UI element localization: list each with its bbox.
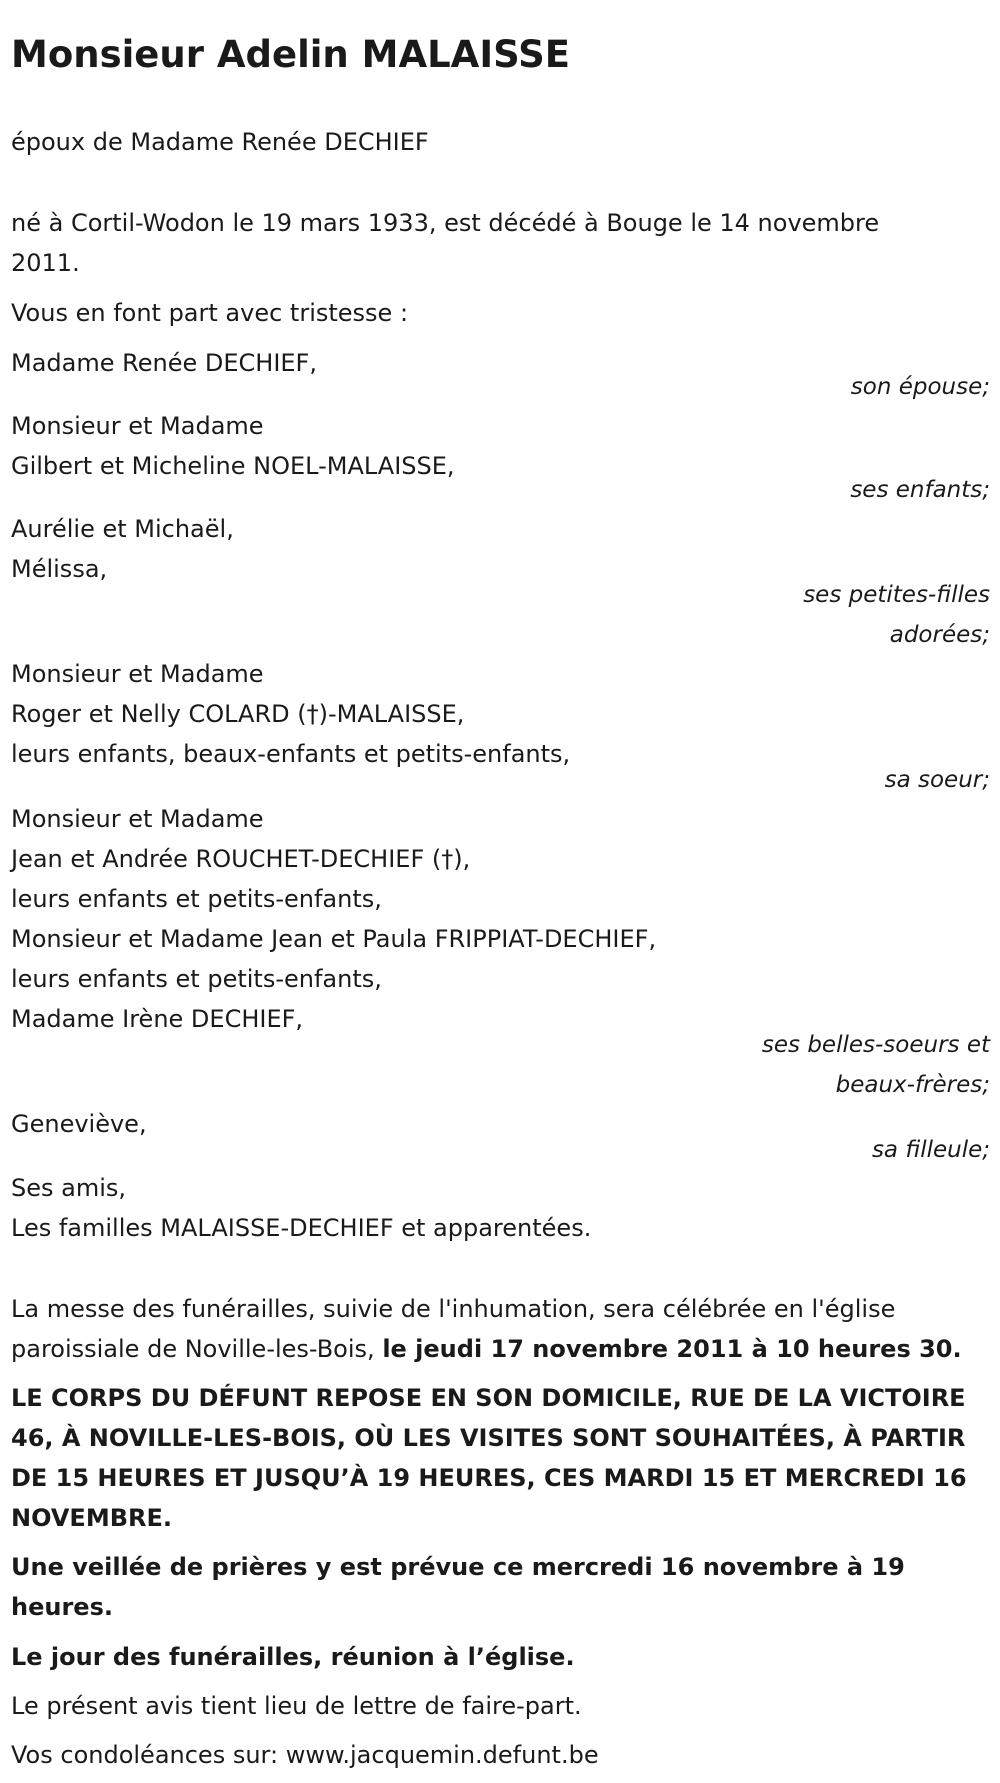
- family-line: Gilbert et Micheline NOEL-MALAISSE,: [11, 452, 455, 480]
- condolences-line: Vos condoléances sur: www.jacquemin.defunt.be: [11, 1741, 599, 1769]
- family-line: Monsieur et Madame: [11, 660, 264, 688]
- family-line: Ses amis,: [11, 1174, 127, 1202]
- family-line: Aurélie et Michaël,: [11, 515, 234, 543]
- spouse-line: époux de Madame Renée DECHIEF: [11, 128, 429, 156]
- body-line: NOVEMBRE.: [11, 1504, 172, 1532]
- relation-label: beaux-frères;: [835, 1072, 990, 1098]
- family-line: Mélissa,: [11, 555, 108, 583]
- relation-label: ses enfants;: [850, 477, 990, 503]
- family-line: Les familles MALAISSE-DECHIEF et apparentées.: [11, 1214, 592, 1242]
- mass-line-2: [11, 1329, 962, 1369]
- birth-line-1: né à Cortil-Wodon le 19 mars 1933, est décédé à Bouge le 14 novembre: [11, 209, 880, 237]
- intro-line: Vous en font part avec tristesse :: [11, 299, 409, 327]
- body-line: 46, À NOVILLE-LES-BOIS, OÙ LES VISITES SONT SOUHAITÉES, À PARTIR: [11, 1424, 966, 1452]
- relation-label: son épouse;: [850, 374, 990, 400]
- body-line: LE CORPS DU DÉFUNT REPOSE EN SON DOMICILE, RUE DE LA VICTOIRE: [11, 1384, 966, 1412]
- mass-date: le jeudi 17 novembre 2011 à 10 heures 30.: [382, 1335, 962, 1363]
- birth-line-2: 2011.: [11, 249, 80, 277]
- relation-label: ses belles-soeurs et: [761, 1032, 990, 1058]
- family-line: leurs enfants, beaux-enfants et petits-enfants,: [11, 740, 571, 768]
- notice-line: Le présent avis tient lieu de lettre de faire-part.: [11, 1692, 582, 1720]
- family-line: Geneviève,: [11, 1110, 147, 1138]
- family-line: Madame Renée DECHIEF,: [11, 349, 317, 377]
- relation-label: ses petites-filles: [803, 582, 990, 608]
- mass-line-1: La messe des funérailles, suivie de l'inhumation, sera célébrée en l'église: [11, 1295, 896, 1323]
- family-line: Roger et Nelly COLARD (†)-MALAISSE,: [11, 700, 465, 728]
- page-title: Monsieur Adelin MALAISSE: [11, 33, 570, 76]
- relation-label: sa filleule;: [871, 1137, 990, 1163]
- family-line: leurs enfants et petits-enfants,: [11, 885, 382, 913]
- mass-location: paroissiale de Noville-les-Bois,: [11, 1335, 375, 1363]
- family-line: leurs enfants et petits-enfants,: [11, 965, 382, 993]
- meeting-line: Le jour des funérailles, réunion à l’église.: [11, 1643, 575, 1671]
- body-line: DE 15 HEURES ET JUSQU’À 19 HEURES, CES MARDI 15 ET MERCREDI 16: [11, 1464, 967, 1492]
- family-line: Monsieur et Madame Jean et Paula FRIPPIAT-DECHIEF,: [11, 925, 657, 953]
- family-line: Monsieur et Madame: [11, 805, 264, 833]
- family-line: Monsieur et Madame: [11, 412, 264, 440]
- family-line: Jean et Andrée ROUCHET-DECHIEF (†),: [11, 845, 471, 873]
- relation-label: adorées;: [889, 622, 990, 648]
- family-line: Madame Irène DECHIEF,: [11, 1005, 304, 1033]
- vigil-line: Une veillée de prières y est prévue ce mercredi 16 novembre à 19: [11, 1553, 905, 1581]
- relation-label: sa soeur;: [884, 767, 990, 793]
- vigil-line: heures.: [11, 1593, 113, 1621]
